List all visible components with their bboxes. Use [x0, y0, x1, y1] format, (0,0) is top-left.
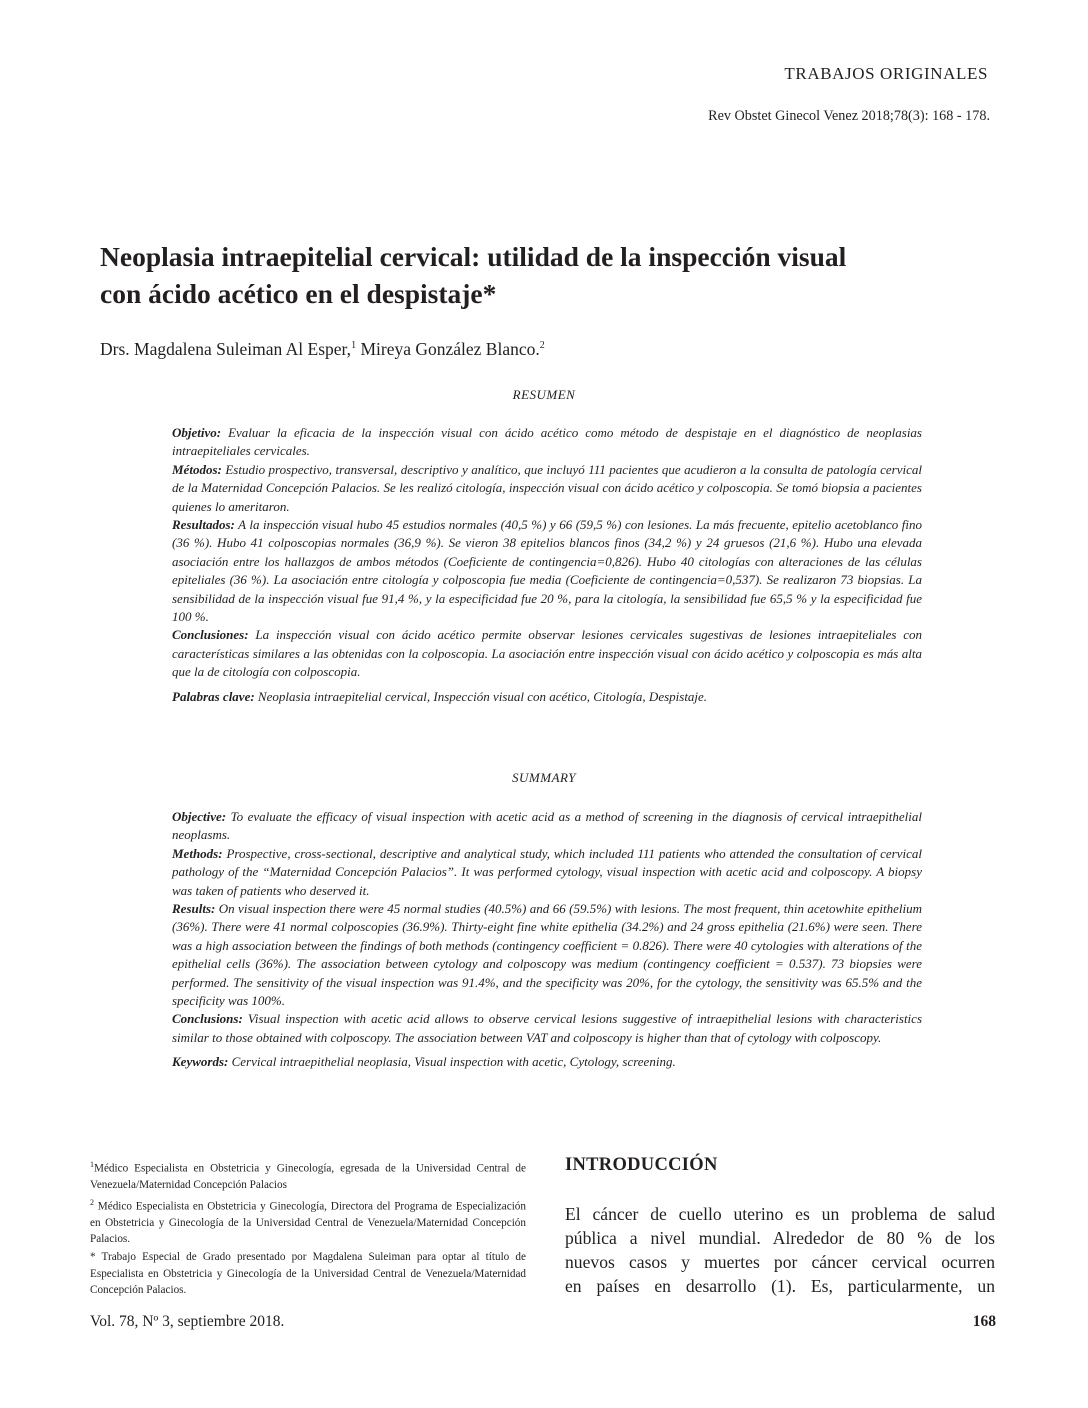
conclusions-label: Conclusions: [172, 1011, 243, 1027]
objetivo-text: Evaluar la eficacia de la inspección visual con ácido acético como método de despistaje en el diagnóstico de neoplasias intraepiteliales cervicales. [172, 425, 922, 459]
author-1-affiliation: 1 [351, 340, 357, 352]
summary-conclusions [172, 1010, 922, 1047]
summary-heading: SUMMARY [512, 770, 576, 785]
journal-citation: Rev Obstet Ginecol Venez 2018;78(3): 168 - 178. [708, 108, 990, 124]
objective-label: Objective: [172, 809, 227, 824]
objetivo-label: Objetivo: [172, 425, 222, 440]
conclusions-text: Visual inspection with acetic acid allows to observe cervical lesions suggestive of intraepithelial lesions with characteristics similar to those obtained with colposcopy. The association between VAT and colposcopy is higher than that of cytology with colposcopy. [172, 1011, 922, 1045]
resumen-heading: RESUMEN [512, 387, 576, 402]
objective-text: To evaluate the efficacy of visual inspection with acetic acid as a method of screening in the diagnosis of cervical intraepithelial neoplasms. [172, 809, 922, 843]
conclusiones-label: Conclusiones: [172, 627, 249, 643]
footnote-2-mark: 2 [90, 1198, 94, 1208]
introduction-text [565, 1202, 995, 1298]
title-line-2: con ácido acético en el despistaje* [100, 278, 497, 309]
footnote-1-mark: 1 [90, 1160, 94, 1169]
introduction-heading: INTRODUCCIÓN [565, 1155, 718, 1175]
intro-line-3: nuevos casos y muertes por cáncer cervical ocurren [565, 1252, 995, 1272]
summary-objective [172, 808, 922, 845]
article-title [100, 238, 1000, 312]
conclusiones-text: La inspección visual con ácido acético permite observar lesiones cervicales sugestivas de lesiones intraepiteliales con características similares a las obtenidas con la colposcopia. La asociación entre inspección visual con ácido acético y colposcopia es más alta que la de citología con colposcopia. [172, 627, 922, 680]
methods-label: Methods: [172, 845, 223, 861]
footnote-1-text: Médico Especialista en Obstetricia y Ginecología, egresada de la Universidad Central de Venezuela/Maternidad Concepción Palacios [90, 1162, 526, 1191]
palabras-clave-text: Neoplasia intraepitelial cervical, Inspección visual con acético, Citología, Despistaje. [254, 688, 708, 704]
keywords-text: Cervical intraepithelial neoplasia, Visual inspection with acetic, Cytology, screening. [228, 1054, 676, 1070]
summary-results [172, 900, 922, 1010]
intro-line-1: El cáncer de cuello uterino es un problema de salud [565, 1204, 995, 1224]
footnote-2-text: Médico Especialista en Obstetricia y Ginecología, Directora del Programa de Especialización en Obstetricia y Ginecología de la Universidad Central de Venezuela/Maternidad Concepción Palacios. [90, 1200, 526, 1246]
author-2-affiliation: 2 [539, 340, 545, 352]
metodos-label: Métodos: [172, 461, 222, 477]
resumen-metodos [172, 461, 922, 516]
results-label: Results: [172, 901, 216, 917]
section-header: TRABAJOS ORIGINALES [784, 64, 988, 83]
resumen-objetivo [172, 424, 922, 461]
intro-line-4: en países en desarrollo (1). Es, particularmente, un [565, 1276, 995, 1296]
footer-volume: Vol. 78, Nº 3, septiembre 2018. [90, 1313, 285, 1330]
resultados-text: A la inspección visual hubo 45 estudios normales (40,5 %) y 66 (59,5 %) con lesiones. La más frecuente, epitelio acetoblanco fino (36 %). Hubo 41 colposcopias normales (36,9 %). Se vieron 38 epitelios blancos finos (34,2 %) y 24 gruesos (21,6 %). Hubo una elevada asociación entre los hallazgos de ambos métodos (Coeficiente de contingencia=0,826). Hubo 40 citologías con alteraciones de las células epiteliales (36 %). La asociación entre citología y colposcopia fue media (Coeficiente de contingencia=0,537). Se realizaron 73 biopsias. La sensibilidad de la inspección visual fue 91,4 %, y la especificidad fue 20 %, para la citología, la sensibilidad fue 65,5 % y la especificidad fue 100 %. [172, 517, 922, 625]
summary-abstract [172, 808, 922, 1072]
summary-keywords [172, 1053, 922, 1071]
page-number: 168 [972, 1313, 996, 1330]
footnotes [90, 1157, 526, 1300]
resumen-palabras-clave [172, 688, 922, 706]
resumen-resultados [172, 516, 922, 626]
resultados-label: Resultados: [172, 517, 235, 533]
footnote-3: * Trabajo Especial de Grado presentado por Magdalena Suleiman para optar al título de Especialista en Obstetricia y Ginecología de la Universidad Central de Venezuela/Maternidad Concepción Palacios. [90, 1251, 526, 1296]
author-2: Mireya González Blanco. [356, 339, 540, 359]
palabras-clave-label: Palabras clave: [172, 688, 255, 704]
footnote-2 [90, 1195, 526, 1247]
summary-methods [172, 845, 922, 900]
results-text: On visual inspection there were 45 normal studies (40.5%) and 66 (59.5%) with lesions. The most frequent, thin acetowhite epithelium (36%). There were 41 normal colposcopies (36.9%). Thirty-eight fine white epithelia (34.2%) and 24 gross epithelia (21.6%) were seen. There was a high association between the findings of both methods (contingency coefficient = 0.826). There were 40 cytologies with alterations of the epithelial cells (36%). The association between cytology and colposcopy was medium (contingency coefficient = 0.537). 73 biopsies were performed. The sensitivity of the visual inspection was 91.4%, and the specificity was 20%, for the cytology, the sensitivity was 65.5% and the specificity was 100%. [172, 901, 922, 1009]
resumen-abstract [172, 424, 922, 706]
title-line-1: Neoplasia intraepitelial cervical: utilidad de la inspección visual [100, 241, 847, 272]
metodos-text: Estudio prospectivo, transversal, descriptivo y analítico, que incluyó 111 pacientes que acudieron a la consulta de patología cervical de la Maternidad Concepción Palacios. Se les realizó citología, inspección visual con ácido acético y colposcopia. Se tomó biopsia a pacientes quienes lo ameritaron. [172, 461, 922, 514]
author-1: Drs. Magdalena Suleiman Al Esper, [100, 339, 352, 359]
intro-line-2: pública a nivel mundial. Alrededor de 80 % de los [565, 1228, 995, 1248]
footnote-1 [90, 1157, 526, 1193]
authors [100, 339, 545, 360]
methods-text: Prospective, cross-sectional, descriptive and analytical study, which included 111 patients who attended the consultation of cervical pathology of the “Maternidad Concepción Palacios”. It was performed cytology, visual inspection with acetic acid and colposcopy. A biopsy was taken of patients who deserved it. [172, 845, 922, 898]
keywords-label: Keywords: [172, 1054, 229, 1070]
resumen-conclusiones [172, 626, 922, 681]
